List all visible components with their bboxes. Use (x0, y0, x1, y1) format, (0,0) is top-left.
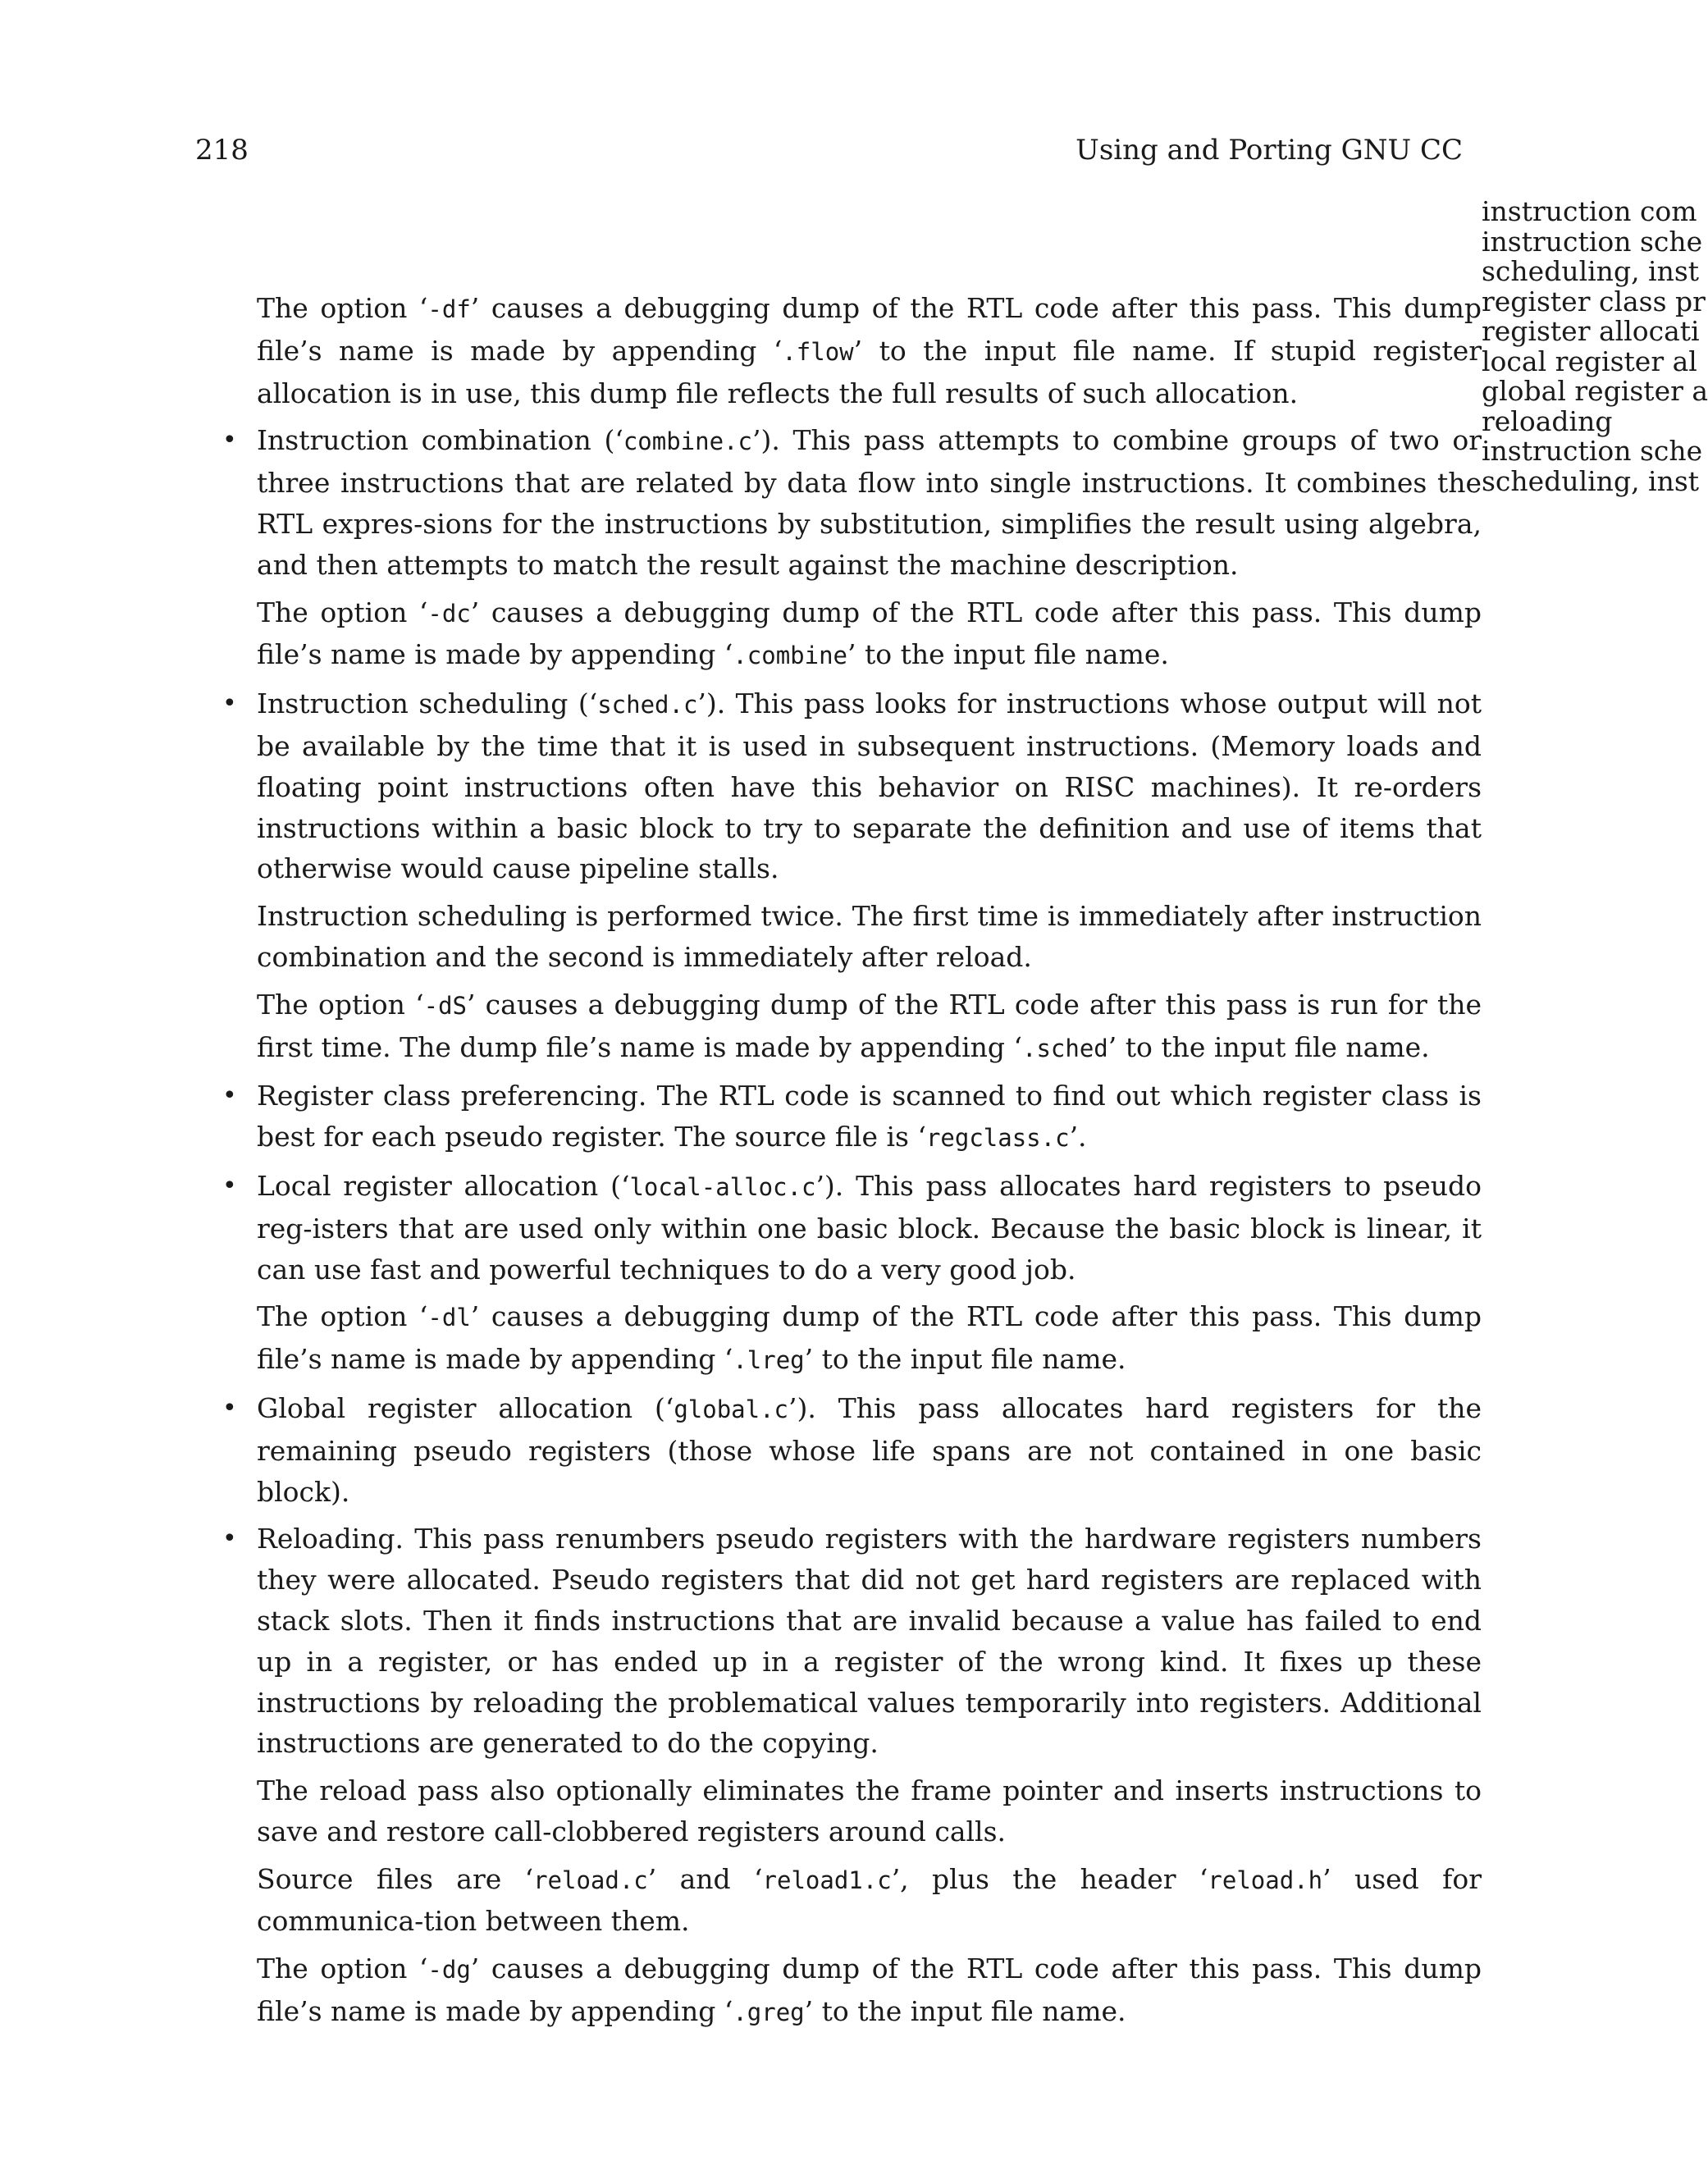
bullet: • (222, 689, 237, 719)
index-entry: scheduling, inst (1482, 255, 1700, 287)
index-entry: instruction sche (1482, 435, 1703, 467)
reload-sources-paragraph: Source files are ‘reload.c’ and ‘reload1.c’, plus the header ‘reload.h’ used for communica-tion between them. (257, 1862, 1482, 1938)
index-entry: reloading (1482, 404, 1613, 437)
sched-twice-paragraph: Instruction scheduling is performed twice. The first time is immediately after instruction combination and the second is immediately after reload. (257, 900, 1482, 973)
flow-dump-paragraph: The option ‘-df’ causes a debugging dump of the RTL code after this pass. This dump file’s name is made by appending ‘.flow’ to the input file name. If stupid register allocation is in use, this dump file reflects the full results of such allocation. (257, 292, 1482, 409)
list-item-sched: • Instruction scheduling (‘sched.c’). This pass looks for instructions whose output will not be available by the time that it is used in subsequent instructions. (Memory loads and floating point instructions often have this behavior on RISC machines). It re-orders instructions within a basic block to try to separate the definition and use of items that otherwise would cause pipeline stalls. (257, 683, 1482, 889)
running-head: Using and Porting GNU CC (1075, 134, 1463, 167)
sched-dump-paragraph: The option ‘-dS’ causes a debugging dump of the RTL code after this pass is run for the first time. The dump file’s name is made by appending ‘.sched’ to the input file name. (257, 988, 1482, 1063)
bullet: • (222, 426, 237, 455)
list-item-local-alloc: • Local register allocation (‘local-alloc.c’). This pass allocates hard registers to pseudo reg-isters that are used only within one basic block. Because the basic block is linear, it can use fast and powerful techniques to do a very good job. (257, 1166, 1482, 1290)
list-item-regclass: • Register class preferencing. The RTL code is scanned to find out which register class is best for each pseudo register. The source file is ‘regclass.c’. (257, 1076, 1482, 1159)
reload-frame-pointer-paragraph: The reload pass also optionally eliminates the frame pointer and inserts instructions to save and restore call-clobbered registers around calls. (257, 1774, 1482, 1847)
index-entry: instruction sche (1482, 225, 1703, 258)
combine-dump-paragraph: The option ‘-dc’ causes a debugging dump of the RTL code after this pass. This dump file’s name is made by appending ‘.combine’ to the input file name. (257, 596, 1482, 671)
list-item-combine: • Instruction combination (‘combine.c’). This pass attempts to combine groups of two or three instructions that are related by data flow into single instructions. It combines the RTL expres-sions for the instructions by substitution, simplifies the result using algebra, and then attempts to match the result against the machine description. (257, 420, 1482, 585)
index-entry: scheduling, inst (1482, 464, 1700, 497)
bullet: • (222, 1171, 237, 1200)
index-entry: global register a (1482, 375, 1708, 407)
index-entry: instruction com (1482, 195, 1697, 227)
bullet: • (222, 1081, 237, 1111)
index-entry: register allocati (1482, 315, 1700, 347)
list-item-reloading: • Reloading. This pass renumbers pseudo registers with the hardware registers numbers they were allocated. Pseudo registers that did not get hard registers are replaced with stack slots. Then it finds instructions that are invalid because a value has failed to end up in a register, or has ended up in a register of the wrong kind. It fixes up these instructions by reloading the problematical values temporarily into registers. Additional instructions are generated to do the copying. (257, 1519, 1482, 1764)
margin-index-entries (1482, 195, 1708, 497)
index-entry: local register al (1482, 345, 1697, 377)
page-number: 218 (195, 134, 249, 167)
body-text (222, 288, 1482, 2040)
greg-dump-paragraph: The option ‘-dg’ causes a debugging dump of the RTL code after this pass. This dump file’s name is made by appending ‘.greg’ to the input file name. (257, 1952, 1482, 2028)
list-item-global-alloc: • Global register allocation (‘global.c’). This pass allocates hard registers for the remaining pseudo registers (those whose life spans are not contained in one basic block). (257, 1388, 1482, 1512)
lreg-dump-paragraph: The option ‘-dl’ causes a debugging dump of the RTL code after this pass. This dump file’s name is made by appending ‘.lreg’ to the input file name. (257, 1300, 1482, 1376)
bullet: • (222, 1524, 237, 1554)
index-entry: register class pr (1482, 285, 1706, 317)
bullet: • (222, 1393, 237, 1423)
